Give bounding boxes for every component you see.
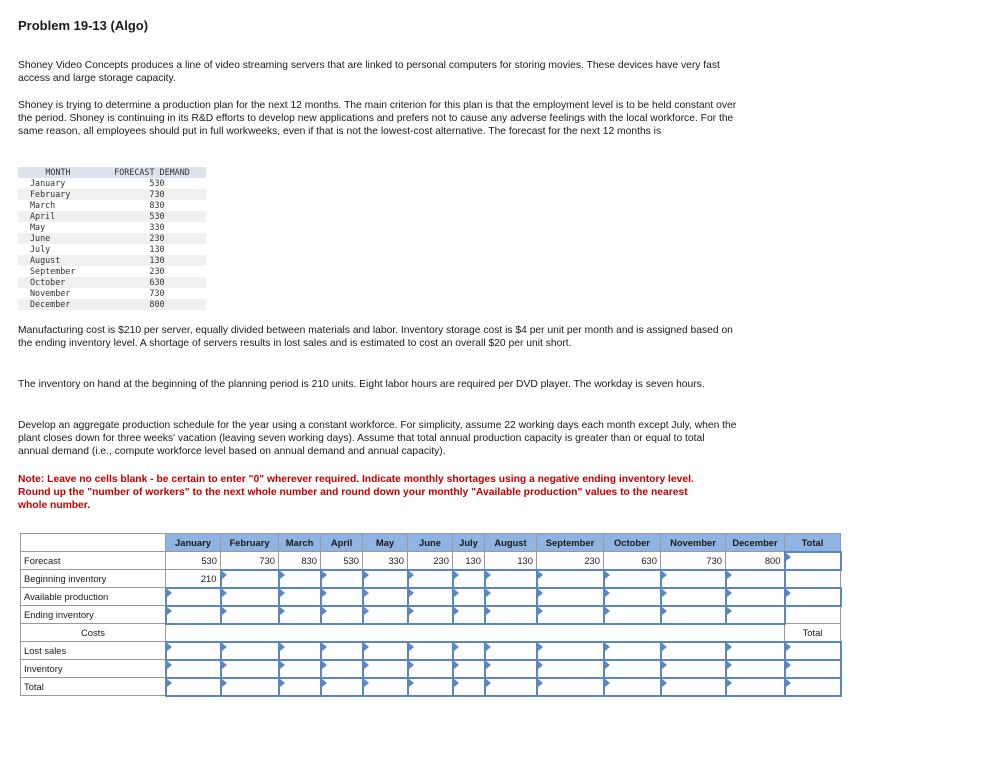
forecast-row (18, 189, 206, 200)
forecast-month: November (30, 288, 71, 298)
inventory-cost-input[interactable] (604, 660, 661, 678)
beginning-inventory-input[interactable] (453, 570, 485, 588)
inventory-cost-row (21, 660, 841, 678)
available-production-input[interactable] (408, 588, 453, 606)
forecast-row (21, 552, 841, 570)
beginning-inventory-input[interactable] (485, 570, 537, 588)
total-cost-input[interactable] (661, 678, 726, 696)
forecast-value: 800 (726, 552, 785, 570)
forecast-demand: 330 (149, 222, 165, 232)
header-february: February (221, 534, 279, 552)
ending-inventory-total-blank (785, 606, 841, 624)
available-production-input[interactable] (604, 588, 661, 606)
ending-inventory-label: Ending inventory (21, 606, 166, 624)
forecast-row (18, 200, 206, 211)
forecast-demand: 730 (149, 189, 165, 199)
ending-inventory-input[interactable] (408, 606, 453, 624)
inventory-cost-input[interactable] (453, 660, 485, 678)
header-december: December (726, 534, 785, 552)
forecast-value: 630 (604, 552, 661, 570)
inventory-cost-input[interactable] (485, 660, 537, 678)
ending-inventory-input[interactable] (166, 606, 221, 624)
forecast-demand: 130 (149, 244, 165, 254)
forecast-total-input[interactable] (785, 552, 841, 570)
lost-sales-label: Lost sales (21, 642, 166, 660)
ending-inventory-input[interactable] (363, 606, 408, 624)
forecast-value: 730 (661, 552, 726, 570)
forecast-month: April (30, 211, 56, 221)
develop-paragraph: Develop an aggregate production schedule for the year using a constant workforce. For simplicity, assume 22 working days each month except July, when the plant closes down for three weeks' vacation (leaving seven working days). Assume that total annual production capacity is greater than or equal to total annual demand (i.e., compute workforce level based on annual demand and annual capacity). (18, 420, 737, 458)
lost-sales-input[interactable] (221, 642, 279, 660)
beginning-inventory-input[interactable] (279, 570, 321, 588)
lost-sales-input[interactable] (537, 642, 604, 660)
total-cost-row (21, 678, 841, 696)
beginning-inventory-row (21, 570, 841, 588)
forecast-value: 530 (321, 552, 363, 570)
forecast-demand: 730 (149, 288, 165, 298)
demand-column-header: FORECAST DEMAND (114, 167, 190, 177)
forecast-demand: 130 (149, 255, 165, 265)
forecast-month: October (30, 277, 66, 287)
available-production-input[interactable] (726, 588, 785, 606)
available-production-input[interactable] (661, 588, 726, 606)
forecast-demand: 230 (149, 233, 165, 243)
available-production-input[interactable] (363, 588, 408, 606)
forecast-month: July (30, 244, 51, 254)
forecast-value: 330 (363, 552, 408, 570)
schedule-header-row (21, 534, 841, 552)
forecast-value: 130 (485, 552, 537, 570)
forecast-value: 830 (279, 552, 321, 570)
header-may: May (363, 534, 408, 552)
lost-sales-row (21, 642, 841, 660)
forecast-demand: 800 (149, 299, 165, 309)
forecast-row (18, 299, 206, 310)
total-cost-input[interactable] (221, 678, 279, 696)
header-november: November (661, 534, 726, 552)
header-june: June (408, 534, 453, 552)
forecast-month: June (30, 233, 51, 243)
beginning-inventory-input[interactable] (363, 570, 408, 588)
forecast-table-header (18, 167, 206, 178)
costs-total-label: Total (785, 624, 841, 642)
forecast-row (18, 233, 206, 244)
total-cost-input[interactable] (279, 678, 321, 696)
inventory-cost-input[interactable] (726, 660, 785, 678)
lost-sales-total-input[interactable] (785, 642, 841, 660)
lost-sales-input[interactable] (661, 642, 726, 660)
header-august: August (485, 534, 537, 552)
header-july: July (453, 534, 485, 552)
header-september: September (537, 534, 604, 552)
total-cost-input[interactable] (166, 678, 221, 696)
beginning-inventory-input[interactable] (537, 570, 604, 588)
beginning-inventory-input[interactable] (221, 570, 279, 588)
lost-sales-input[interactable] (363, 642, 408, 660)
forecast-value: 730 (221, 552, 279, 570)
forecast-value: 130 (453, 552, 485, 570)
ending-inventory-row (21, 606, 841, 624)
beginning-inventory-input[interactable] (408, 570, 453, 588)
inventory-cost-input[interactable] (221, 660, 279, 678)
plan-paragraph: Shoney is trying to determine a production plan for the next 12 months. The main criterion for this plan is that the employment level is to be held constant over the period. Shoney is continuing in its R&D efforts to develop new applications and prefers not to cause any adverse feelings with the local workforce. For the same reason, all employees should put in full workweeks, even if that is not the lowest-cost alternative. The forecast for the next 12 months is (18, 100, 737, 138)
forecast-month: January (30, 178, 66, 188)
beginning-inventory-input[interactable] (321, 570, 363, 588)
ending-inventory-input[interactable] (485, 606, 537, 624)
available-production-label: Available production (21, 588, 166, 606)
production-schedule-table (20, 533, 842, 697)
month-column-header: MONTH (45, 167, 71, 177)
lost-sales-input[interactable] (166, 642, 221, 660)
total-cost-input[interactable] (485, 678, 537, 696)
lost-sales-input[interactable] (321, 642, 363, 660)
forecast-month: May (30, 222, 46, 232)
forecast-demand: 830 (149, 200, 165, 210)
forecast-row (18, 244, 206, 255)
forecast-month: August (30, 255, 61, 265)
header-blank (21, 534, 166, 552)
available-production-input[interactable] (279, 588, 321, 606)
inventory-cost-input[interactable] (321, 660, 363, 678)
ending-inventory-input[interactable] (604, 606, 661, 624)
header-october: October (604, 534, 661, 552)
intro-paragraph: Shoney Video Concepts produces a line of video streaming servers that are linked to personal computers for storing movies. These devices have very fast access and large storage capacity. (18, 60, 720, 85)
forecast-month: September (30, 266, 76, 276)
available-production-input[interactable] (485, 588, 537, 606)
forecast-demand: 630 (149, 277, 165, 287)
ending-inventory-input[interactable] (221, 606, 279, 624)
beginning-inventory-january: 210 (166, 570, 221, 588)
inventory-paragraph: The inventory on hand at the beginning of the planning period is 210 units. Eight labor hours are required per DVD player. The workday is seven hours. (18, 379, 705, 390)
forecast-label: Forecast (21, 552, 166, 570)
lost-sales-input[interactable] (408, 642, 453, 660)
forecast-value: 230 (537, 552, 604, 570)
total-cost-input[interactable] (363, 678, 408, 696)
header-january: January (166, 534, 221, 552)
available-production-total-input[interactable] (785, 588, 841, 606)
beginning-inventory-input[interactable] (604, 570, 661, 588)
ending-inventory-input[interactable] (726, 606, 785, 624)
inventory-cost-input[interactable] (661, 660, 726, 678)
available-production-input[interactable] (166, 588, 221, 606)
ending-inventory-input[interactable] (661, 606, 726, 624)
ending-inventory-input[interactable] (537, 606, 604, 624)
lost-sales-input[interactable] (726, 642, 785, 660)
forecast-value: 530 (166, 552, 221, 570)
forecast-value: 230 (408, 552, 453, 570)
header-march: March (279, 534, 321, 552)
available-production-input[interactable] (221, 588, 279, 606)
forecast-month: March (30, 200, 56, 210)
beginning-inventory-label: Beginning inventory (21, 570, 166, 588)
total-cost-input[interactable] (453, 678, 485, 696)
forecast-row (18, 288, 206, 299)
lost-sales-input[interactable] (279, 642, 321, 660)
ending-inventory-input[interactable] (453, 606, 485, 624)
forecast-demand-table (18, 167, 206, 310)
available-production-input[interactable] (453, 588, 485, 606)
inventory-cost-input[interactable] (363, 660, 408, 678)
available-production-input[interactable] (537, 588, 604, 606)
lost-sales-input[interactable] (485, 642, 537, 660)
lost-sales-input[interactable] (453, 642, 485, 660)
inventory-cost-total-input[interactable] (785, 660, 841, 678)
beginning-inventory-total-blank (785, 570, 841, 588)
total-cost-label: Total (21, 678, 166, 696)
costs-label: Costs (21, 624, 166, 642)
inventory-cost-input[interactable] (279, 660, 321, 678)
total-cost-input[interactable] (726, 678, 785, 696)
inventory-cost-input[interactable] (408, 660, 453, 678)
inventory-cost-input[interactable] (166, 660, 221, 678)
total-cost-input[interactable] (408, 678, 453, 696)
forecast-demand: 530 (149, 178, 165, 188)
ending-inventory-input[interactable] (279, 606, 321, 624)
grand-total-input[interactable] (785, 678, 841, 696)
lost-sales-input[interactable] (604, 642, 661, 660)
header-total: Total (785, 534, 841, 552)
instructions-note: Note: Leave no cells blank - be certain to enter "0" wherever required. Indicate monthly shortages using a negative ending inventory level. Round up the "number of workers" to the next whole number and round down your monthly "Available production" values to the nearest whole number. (18, 474, 694, 512)
ending-inventory-input[interactable] (321, 606, 363, 624)
available-production-row (21, 588, 841, 606)
inventory-cost-input[interactable] (537, 660, 604, 678)
total-cost-input[interactable] (321, 678, 363, 696)
available-production-input[interactable] (321, 588, 363, 606)
header-april: April (321, 534, 363, 552)
forecast-row (18, 266, 206, 277)
total-cost-input[interactable] (537, 678, 604, 696)
forecast-demand: 530 (149, 211, 165, 221)
costs-paragraph: Manufacturing cost is $210 per server, equally divided between materials and labor. Inventory storage cost is $4 per unit per month and is assigned based on the ending inventory level. A shortage of servers results in lost sales and is estimated to cost an overall $20 per unit short. (18, 325, 733, 350)
costs-spacer (166, 624, 785, 642)
forecast-row (18, 211, 206, 222)
inventory-cost-label: Inventory (21, 660, 166, 678)
costs-header-row (21, 624, 841, 642)
beginning-inventory-input[interactable] (726, 570, 785, 588)
forecast-month: February (30, 189, 71, 199)
forecast-demand: 230 (149, 266, 165, 276)
forecast-row (18, 255, 206, 266)
forecast-month: December (30, 299, 71, 309)
forecast-row (18, 277, 206, 288)
problem-title: Problem 19-13 (Algo) (18, 18, 149, 33)
total-cost-input[interactable] (604, 678, 661, 696)
forecast-row (18, 178, 206, 189)
forecast-row (18, 222, 206, 233)
beginning-inventory-input[interactable] (661, 570, 726, 588)
